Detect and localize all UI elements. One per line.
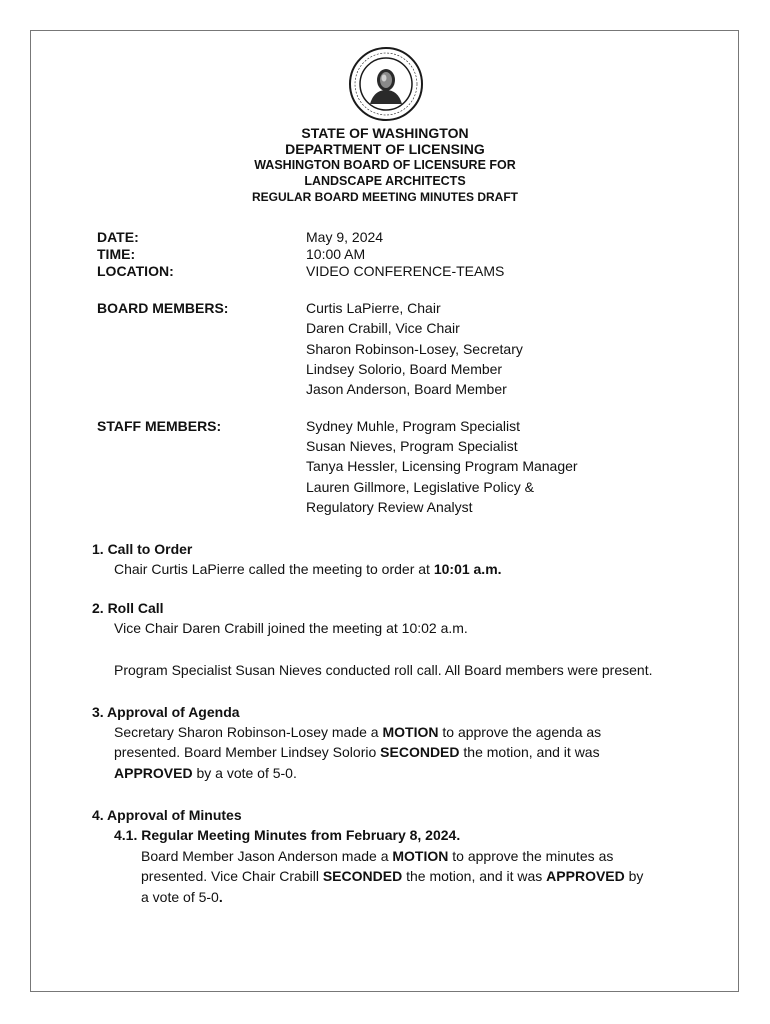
staff-member: Susan Nieves, Program Specialist bbox=[306, 438, 518, 454]
location-label: LOCATION: bbox=[97, 263, 174, 279]
section-minutes-line-3: a vote of 5-0. bbox=[141, 889, 223, 905]
staff-member: Sydney Muhle, Program Specialist bbox=[306, 418, 520, 434]
section-call-to-order-title: 1. Call to Order bbox=[92, 541, 193, 557]
board-members-label: BOARD MEMBERS: bbox=[97, 300, 229, 316]
time-label: TIME: bbox=[97, 246, 136, 262]
header-profession: LANDSCAPE ARCHITECTS bbox=[304, 174, 466, 188]
staff-member: Tanya Hessler, Licensing Program Manager bbox=[306, 458, 578, 474]
staff-member: Regulatory Review Analyst bbox=[306, 499, 473, 515]
section-agenda-title: 3. Approval of Agenda bbox=[92, 704, 240, 720]
document-header bbox=[0, 125, 770, 205]
washington-state-seal bbox=[348, 46, 424, 122]
header-state: STATE OF WASHINGTON bbox=[301, 125, 469, 141]
board-member: Curtis LaPierre, Chair bbox=[306, 300, 441, 316]
time-value: 10:00 AM bbox=[306, 246, 366, 262]
staff-members-label: STAFF MEMBERS: bbox=[97, 418, 222, 434]
section-call-to-order-text: Chair Curtis LaPierre called the meeting to order at 10:01 a.m. bbox=[114, 561, 502, 577]
location-value: VIDEO CONFERENCE-TEAMS bbox=[306, 263, 505, 279]
board-member: Sharon Robinson-Losey, Secretary bbox=[306, 341, 523, 357]
staff-member: Lauren Gillmore, Legislative Policy & bbox=[306, 479, 534, 495]
section-agenda-line-1: Secretary Sharon Robinson-Losey made a MOTION to approve the agenda as bbox=[114, 724, 602, 740]
section-minutes-line-1: Board Member Jason Anderson made a MOTION to approve the minutes as bbox=[141, 848, 614, 864]
date-label: DATE: bbox=[97, 229, 139, 245]
section-roll-call-title: 2. Roll Call bbox=[92, 600, 164, 616]
section-roll-call-text-1: Vice Chair Daren Crabill joined the meeting at 10:02 a.m. bbox=[114, 620, 468, 636]
section-minutes-line-2: presented. Vice Chair Crabill SECONDED the motion, and it was APPROVED by bbox=[141, 868, 644, 884]
date-value: May 9, 2024 bbox=[306, 229, 384, 245]
section-roll-call-text-2: Program Specialist Susan Nieves conducted roll call. All Board members were present. bbox=[114, 662, 653, 678]
section-minutes-title: 4. Approval of Minutes bbox=[92, 807, 242, 823]
header-doc-title: REGULAR BOARD MEETING MINUTES DRAFT bbox=[252, 190, 518, 204]
section-minutes-subtitle: 4.1. Regular Meeting Minutes from February 8, 2024. bbox=[114, 827, 461, 843]
section-agenda-line-2: presented. Board Member Lindsey Solorio SECONDED the motion, and it was bbox=[114, 744, 600, 760]
header-department: DEPARTMENT OF LICENSING bbox=[285, 141, 485, 157]
board-member: Jason Anderson, Board Member bbox=[306, 381, 507, 397]
section-agenda-line-3: APPROVED by a vote of 5-0. bbox=[114, 765, 297, 781]
board-member: Lindsey Solorio, Board Member bbox=[306, 361, 503, 377]
board-member: Daren Crabill, Vice Chair bbox=[306, 320, 460, 336]
header-board: WASHINGTON BOARD OF LICENSURE FOR bbox=[254, 158, 516, 172]
